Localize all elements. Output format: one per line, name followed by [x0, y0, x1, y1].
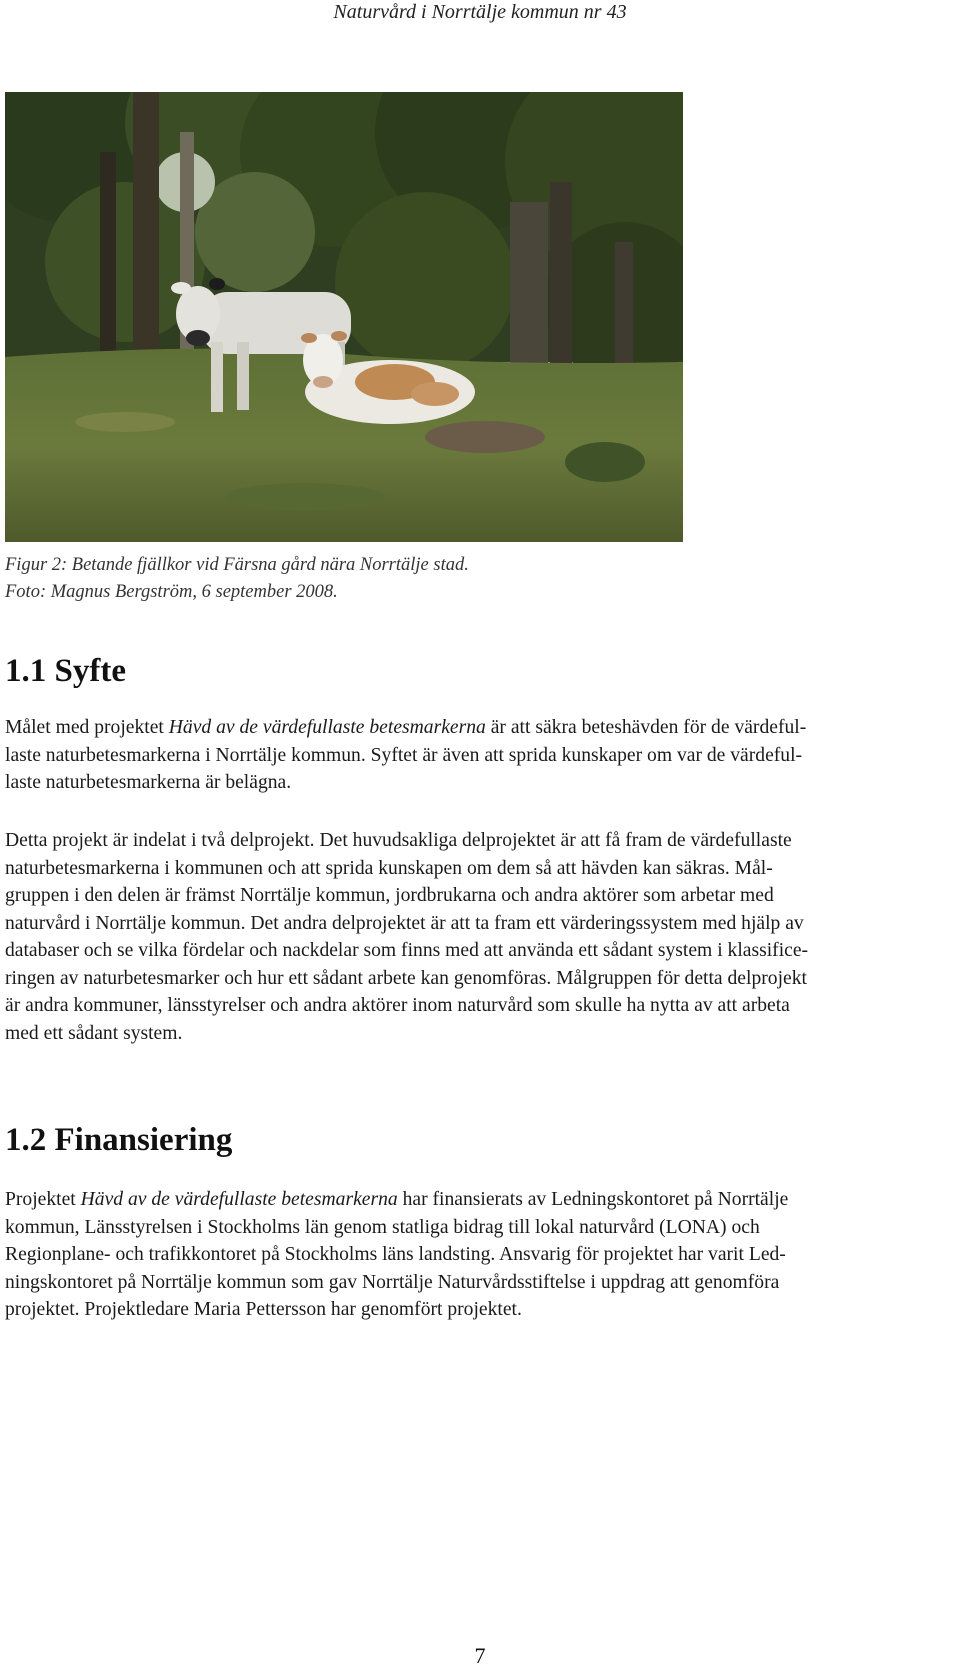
heading-syfte: 1.1 Syfte	[5, 653, 126, 689]
text-line: naturbetesmarkerna i kommunen och att sprida kunskapen om dem så att hävden kan säkras. Mål-	[5, 857, 773, 879]
page-number: 7	[474, 1643, 486, 1668]
text-line: laste naturbetesmarkerna är belägna.	[5, 772, 292, 793]
running-title: Naturvård i Norrtälje kommun nr 43	[333, 1, 627, 23]
heading-finansiering: 1.2 Finansiering	[5, 1122, 233, 1158]
text-line: laste naturbetesmarkerna i Norrtälje kommun. Syftet är även att sprida kunskaper om var de värdeful-	[5, 744, 803, 766]
text-line: ringen av naturbetesmarker och hur ett sådant arbete kan genomföras. Målgruppen för detta delprojekt	[5, 967, 807, 989]
syfte-paragraph-1	[5, 714, 935, 797]
cows-in-pasture-image	[5, 92, 683, 542]
project-title: Hävd av de värdefullaste betesmarkerna	[80, 1189, 398, 1210]
project-title: Hävd av de värdefullaste betesmarkerna	[168, 717, 486, 738]
syfte-paragraph-2	[5, 827, 935, 1047]
text-line: är andra kommuner, länsstyrelser och andra aktörer inom naturvård som skulle ha nytta av att arbeta	[5, 995, 790, 1016]
figure-caption	[5, 552, 705, 606]
text-line: ningskontoret på Norrtälje kommun som gav Norrtälje Naturvårdsstiftelse i uppdrag att genomföra	[5, 1271, 780, 1293]
text-line: Regionplane- och trafikkontoret på Stockholms läns landsting. Ansvarig för projektet har varit Led-	[5, 1244, 786, 1265]
caption-line: Figur 2: Betande fjällkor vid Färsna gård nära Norrtälje stad.	[5, 555, 469, 575]
text-line: kommun, Länsstyrelsen i Stockholms län genom statliga bidrag till lokal naturvård (LONA) och	[5, 1216, 760, 1238]
text-line: gruppen i den delen är främst Norrtälje kommun, jordbrukarna och andra aktörer som arbetar med	[5, 885, 774, 906]
text-line: med ett sådant system.	[5, 1022, 183, 1044]
text-line: naturvård i Norrtälje kommun. Det andra delprojektet är att ta fram ett värderingssystem med hjälp av	[5, 912, 804, 934]
text-line: projektet. Projektledare Maria Pettersson har genomfört projektet.	[5, 1299, 522, 1320]
finansiering-paragraph	[5, 1186, 935, 1324]
text-line: databaser och se vilka fördelar och nackdelar som finns med att använda ett sådant system i klassifice-	[5, 940, 809, 961]
running-header	[0, 0, 960, 24]
text-line: Projektet Hävd av de värdefullaste betesmarkerna har finansierats av Ledningskontoret på Norrtälje	[5, 1189, 789, 1210]
figure-photo	[5, 92, 683, 542]
text-line: Målet med projektet Hävd av de värdefullaste betesmarkerna är att säkra beteshävden för de värdeful-	[5, 717, 807, 738]
text-line: Detta projekt är indelat i två delprojekt. Det huvudsakliga delprojektet är att få fram de värdefullaste	[5, 830, 792, 851]
caption-credit: Foto: Magnus Bergström, 6 september 2008.	[5, 582, 338, 602]
